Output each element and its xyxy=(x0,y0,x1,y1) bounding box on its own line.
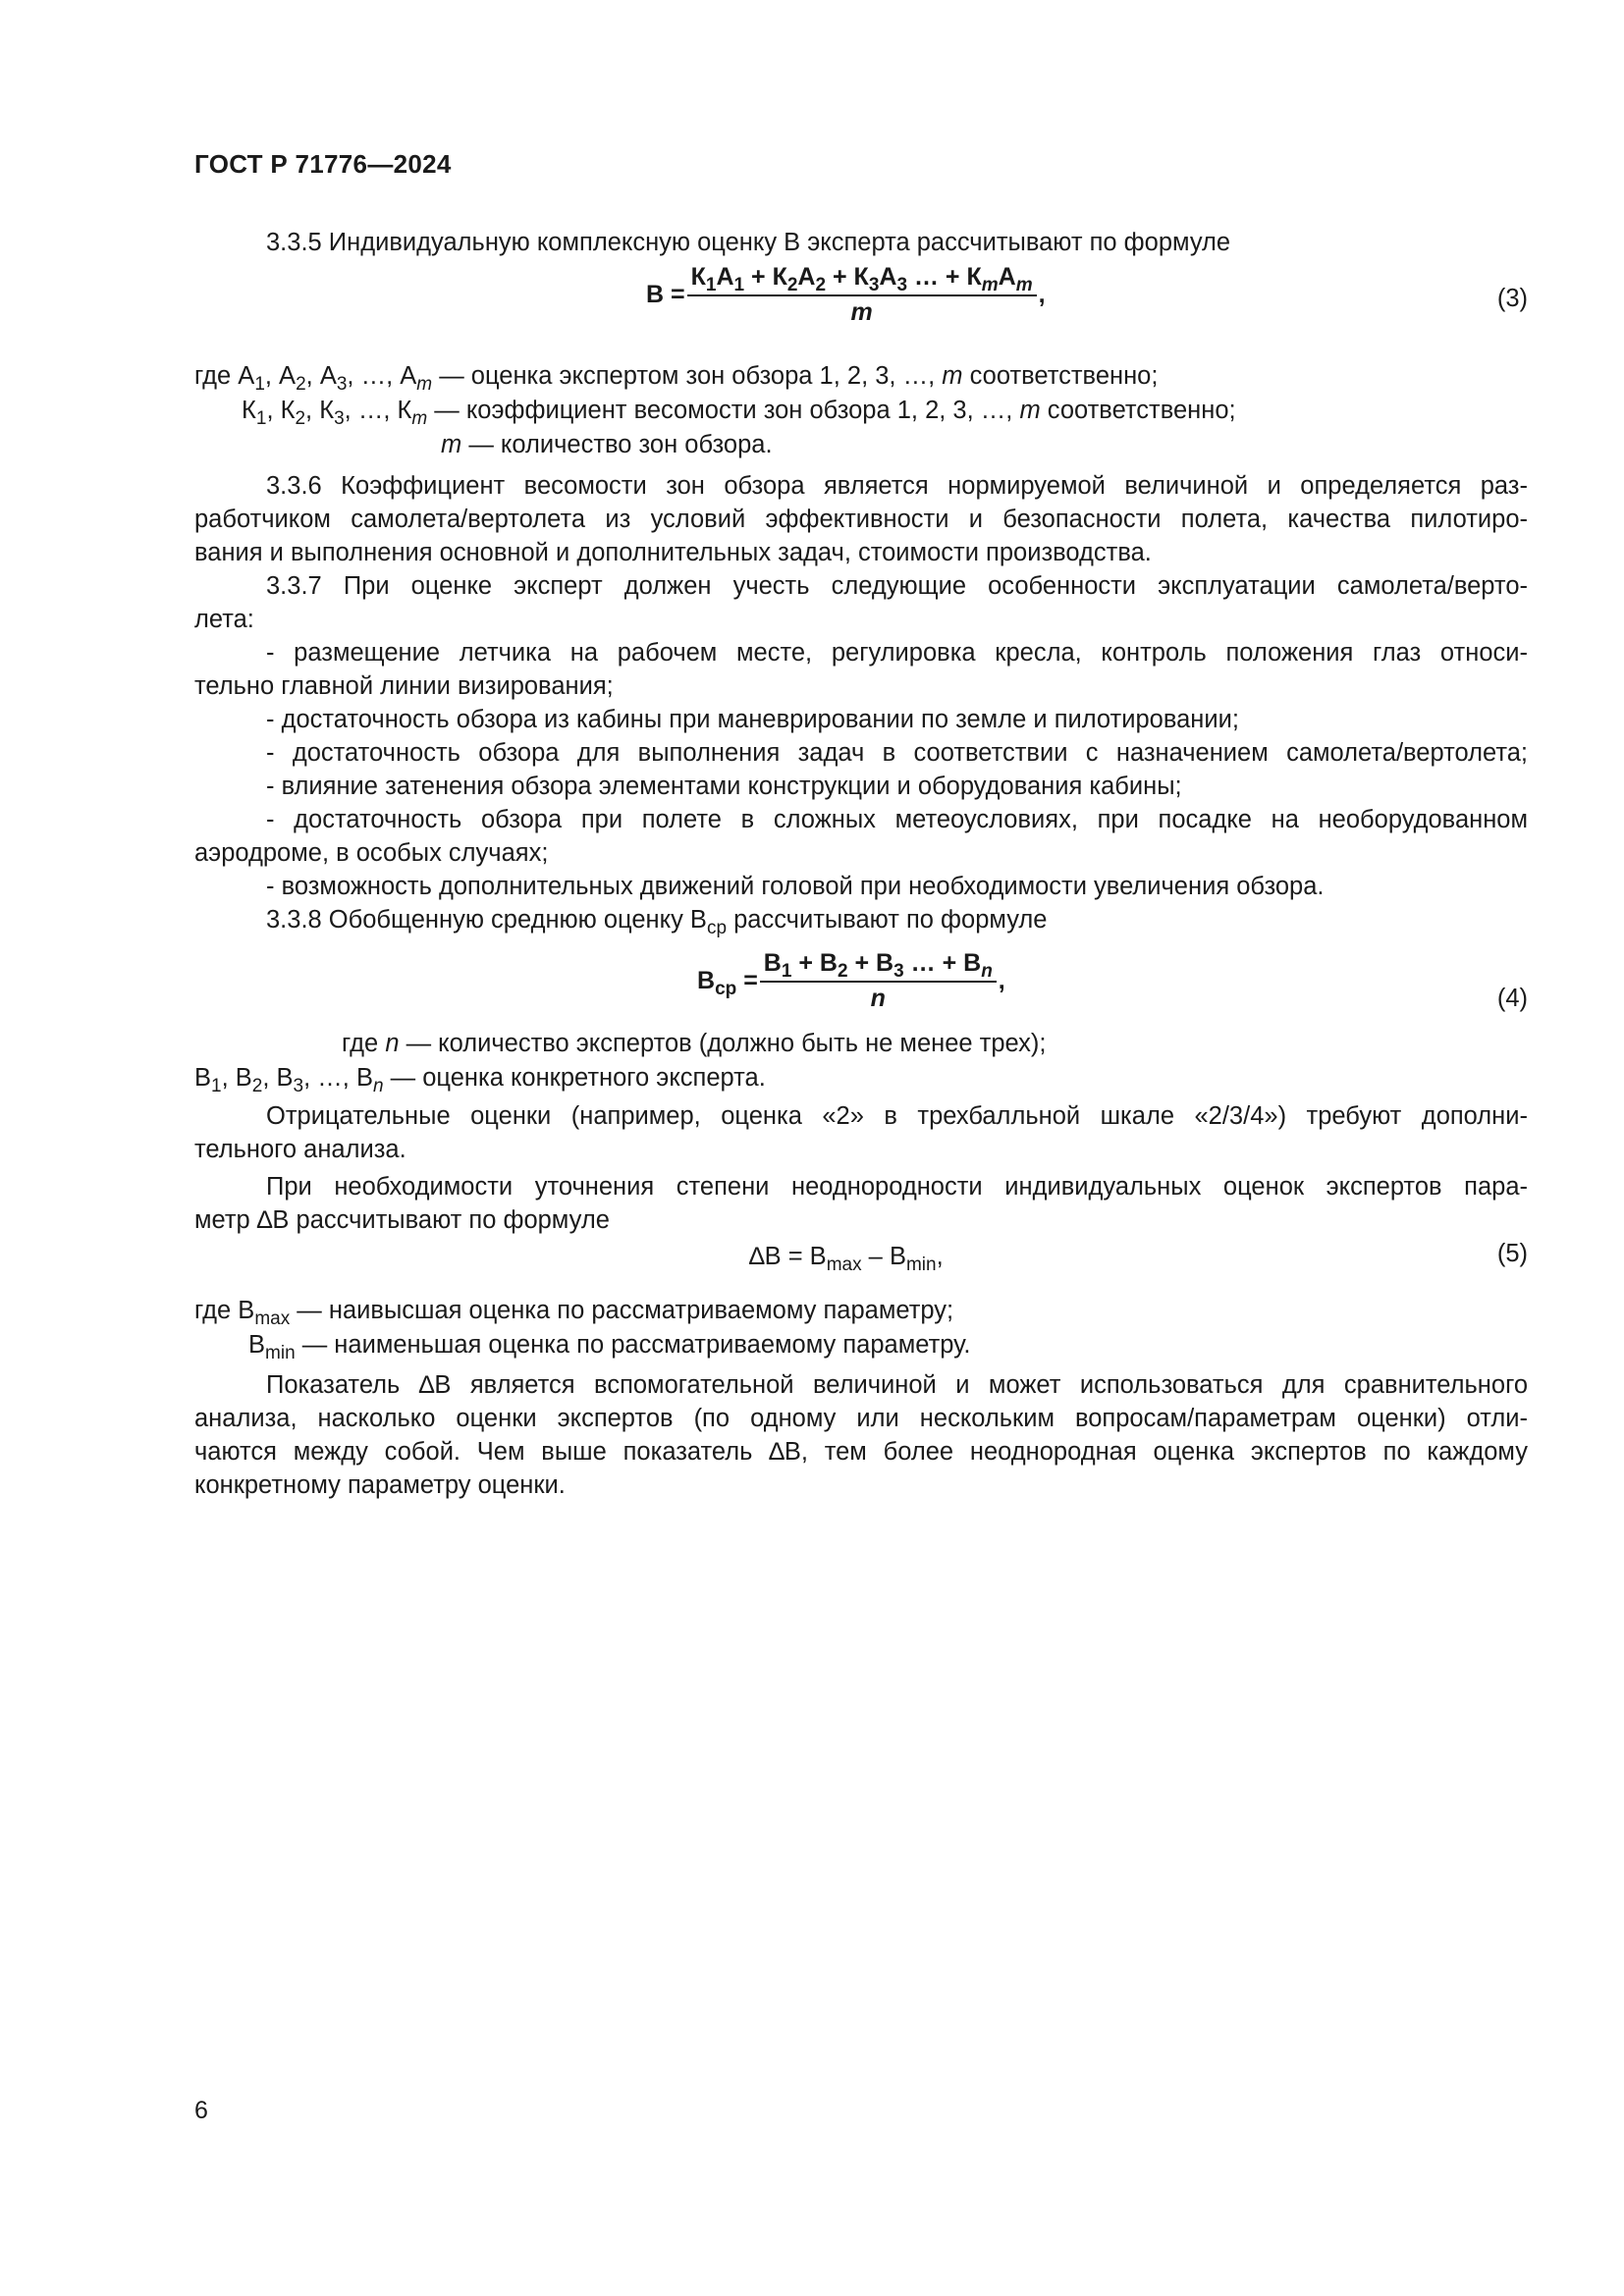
equation-number-5: (5) xyxy=(1496,1240,1528,1267)
document-header: ГОСТ Р 71776—2024 xyxy=(194,149,452,179)
page-number: 6 xyxy=(194,2097,208,2124)
bullet-1-line-1: - размещение летчика на рабочем месте, регулировка кресла, контроль положения глаз относи- xyxy=(266,639,1528,667)
bullet-1-line-2: тельно главной линии визирования; xyxy=(194,672,614,700)
formula-3-fraction xyxy=(687,263,1037,327)
where-5-line-2: $В_{min}$ — наименьшая оценка по рассматриваемому параметру. xyxy=(248,1331,971,1363)
bullet-4: - влияние затенения обзора элементами конструкции и оборудования кабины; xyxy=(266,773,1182,800)
bullet-2: - достаточность обзора из кабины при маневрировании по земле и пилотировании; xyxy=(266,706,1239,733)
formula-4-denominator: n xyxy=(870,985,886,1012)
formula-3: В = $\frac{К_1А_1 + К_2А_2 + К_3А_3 \dots + К_mА_m}{m}$ , xyxy=(646,263,1046,326)
where-4-line-1: где n — количество экспертов (должно быть не менее трех); xyxy=(342,1030,1047,1057)
section-3-3-8-intro: 3.3.8 Обобщенную среднюю оценку $В_{ср}$ рассчитывают по формуле xyxy=(266,906,1048,938)
final-paragraph-line-1: Показатель ∆В является вспомогательной величиной и может использоваться для сравнительного xyxy=(266,1371,1528,1399)
formula-3-numerator: $К_1А_1 + К_2А_2 + К_3А_3$ … + $К_mА_m$ xyxy=(687,263,1037,296)
where-4-line-2: $В_1$, $В_2$, $В_3$, …, $В_n$ — оценка конкретного эксперта. xyxy=(194,1064,766,1096)
negative-ratings-line-1: Отрицательные оценки (например, оценка «2» в трехбалльной шкале «2/3/4») требуют дополни- xyxy=(266,1102,1528,1130)
bullet-5-line-2: аэродроме, в особых случаях; xyxy=(194,839,549,867)
where-3-line-1: где $А_1$, $А_2$, $А_3$, …, $А_m$ — оценка экспертом зон обзора 1, 2, 3, …, m соответственно; xyxy=(194,362,1159,395)
where-3-line-3: m — количество зон обзора. xyxy=(441,431,773,458)
formula-4-fraction xyxy=(760,949,997,1013)
where-3-line-2: $К_1$, $К_2$, $К_3$, …, $К_m$ — коэффициент весомости зон обзора 1, 2, 3, …, m соответственно; xyxy=(242,397,1236,429)
section-3-3-6-line-1: 3.3.6 Коэффициент весомости зон обзора является нормируемой величиной и определяется раз- xyxy=(266,472,1528,500)
formula-4-numerator: $В_1 + В_2 + В_3$ … + $В_n$ xyxy=(760,949,997,983)
heterogeneity-line-1: При необходимости уточнения степени неоднородности индивидуальных оценок экспертов пара- xyxy=(266,1173,1528,1201)
section-3-3-6-line-3: вания и выполнения основной и дополнительных задач, стоимости производства. xyxy=(194,539,1152,566)
equation-number-3: (3) xyxy=(1496,285,1528,312)
formula-3-lhs: В = xyxy=(646,281,685,308)
final-paragraph-line-2: анализа, насколько оценки экспертов (по одному или нескольким вопросам/параметрам оценки) отли- xyxy=(194,1405,1528,1432)
section-3-3-7-line-1: 3.3.7 При оценке эксперт должен учесть следующие особенности эксплуатации самолета/верто- xyxy=(266,572,1528,600)
formula-4: $В_{ср}$ = $\frac{В_1 + В_2 + В_3 \dots + В_n}{n}$ , xyxy=(697,949,1005,1012)
equation-number-4: (4) xyxy=(1496,985,1528,1012)
section-3-3-6-line-2: работчиком самолета/вертолета из условий эффективности и безопасности полета, качества пилотиро- xyxy=(194,506,1528,533)
formula-4-lhs: $В_{ср}$ = xyxy=(697,967,758,999)
bullet-6: - возможность дополнительных движений головой при необходимости увеличения обзора. xyxy=(266,873,1325,900)
formula-5: $\Delta В = В_{max} - В_{min}$, xyxy=(749,1243,944,1275)
final-paragraph-line-3: чаются между собой. Чем выше показатель ∆В, тем более неоднородная оценка экспертов по каждому xyxy=(194,1438,1528,1466)
final-paragraph-line-4: конкретному параметру оценки. xyxy=(194,1471,566,1499)
negative-ratings-line-2: тельного анализа. xyxy=(194,1136,406,1163)
heterogeneity-line-2: метр ∆В рассчитывают по формуле xyxy=(194,1206,610,1234)
where-5-line-1: где $В_{max}$ — наивысшая оценка по рассматриваемому параметру; xyxy=(194,1297,954,1329)
section-3-3-5-intro: 3.3.5 Индивидуальную комплексную оценку В эксперта рассчитывают по формуле xyxy=(266,229,1231,256)
formula-3-denominator: m xyxy=(850,298,873,326)
section-3-3-7-line-2: лета: xyxy=(194,606,254,633)
bullet-3: - достаточность обзора для выполнения задач в соответствии с назначением самолета/вертолета; xyxy=(266,739,1528,767)
bullet-5-line-1: - достаточность обзора при полете в сложных метеоусловиях, при посадке на необорудованном xyxy=(266,806,1528,833)
